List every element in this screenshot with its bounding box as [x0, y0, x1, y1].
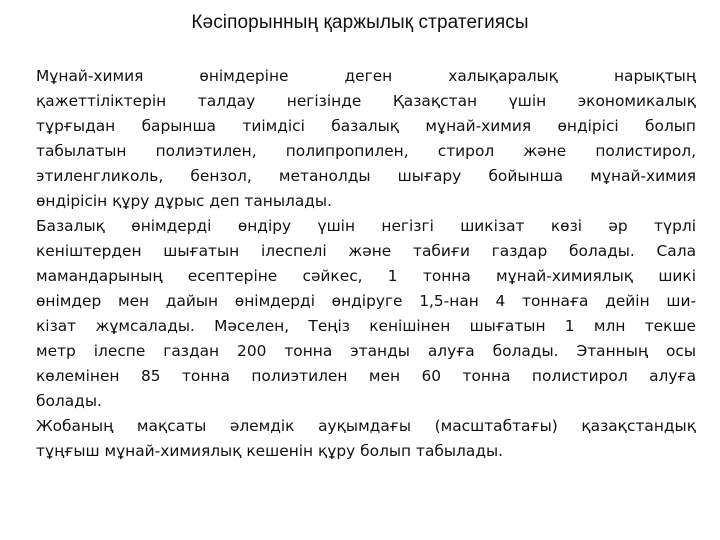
text-line: кізат жұмсалады. Мәселен, Теңіз кенішінен шығатын 1 млн текше	[36, 317, 696, 335]
text-line: өнімдер мен дайын өнімдерді өндіруге 1,5-нан 4 тоннаға дейін ши-	[36, 292, 696, 310]
text-line: кеніштерден шығатын ілеспелі және табиғи газдар болады. Сала	[36, 242, 696, 260]
text-line: болады.	[36, 392, 102, 410]
text-line: қажеттіліктерін талдау негізінде Қазақстан үшін экономикалық	[36, 92, 696, 110]
text-line: Мұнай-химия өнімдеріне деген халықаралық нарықтың	[36, 67, 696, 85]
text-line: тұрғыдан барынша тиімдісі базалық мұнай-химия өндірісі болып	[36, 117, 696, 135]
text-line: этиленгликоль, бензол, метанолды шығару бойынша мұнай-химия	[36, 167, 696, 185]
text-line: тұңғыш мұнай-химиялық кешенін құру болып табылады.	[36, 442, 504, 460]
text-line: өндірісін құру дұрыс деп танылады.	[36, 192, 332, 210]
page-title: Кәсіпорынның қаржылық стратегиясы	[191, 12, 529, 33]
text-line: көлемінен 85 тонна полиэтилен мен 60 тонна полистирол алуға	[36, 367, 696, 385]
text-line: Жобаның мақсаты әлемдік ауқымдағы (масштабтағы) қазақстандық	[36, 417, 696, 435]
text-line: табылатын полиэтилен, полипропилен, стирол және полистирол,	[36, 142, 696, 160]
body-text	[36, 64, 696, 464]
text-line: метр ілеспе газдан 200 тонна этанды алуға болады. Этанның осы	[36, 342, 696, 360]
text-line: мамандарының есептеріне сәйкес, 1 тонна мұнай-химиялық шикі	[36, 267, 696, 285]
text-line: Базалық өнімдерді өндіру үшін негізгі шикізат көзі әр түрлі	[36, 217, 696, 235]
